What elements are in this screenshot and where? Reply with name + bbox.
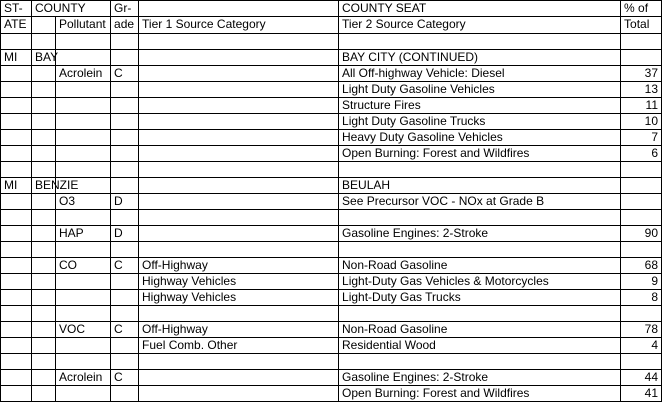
pollutant-cell — [56, 146, 111, 162]
table-row — [1, 226, 662, 242]
tier1-cell — [139, 226, 339, 242]
county-cell — [32, 82, 56, 98]
pollutant-cell — [56, 114, 111, 130]
state-cell — [1, 146, 32, 162]
tier1-cell — [139, 34, 339, 50]
pollutant-cell: VOC — [56, 322, 111, 338]
tier1-cell: Highway Vehicles — [139, 290, 339, 306]
tier2-cell — [339, 242, 621, 258]
pollutant-cell — [56, 386, 111, 402]
table-row — [1, 66, 662, 82]
tier1-cell — [139, 66, 339, 82]
tier2-cell: Heavy Duty Gasoline Vehicles — [339, 130, 621, 146]
percent-cell: 44 — [621, 370, 662, 386]
tier1-cell: Fuel Comb. Other — [139, 338, 339, 354]
county-cell — [32, 386, 56, 402]
state-cell — [1, 258, 32, 274]
percent-cell — [621, 354, 662, 370]
county-cell — [32, 274, 56, 290]
tier2-cell: Gasoline Engines: 2-Stroke — [339, 226, 621, 242]
grade-cell — [111, 162, 139, 178]
percent-cell: 13 — [621, 82, 662, 98]
county-cell — [32, 226, 56, 242]
percent-cell: 11 — [621, 98, 662, 114]
tier1-cell — [139, 210, 339, 226]
tier1-cell — [139, 82, 339, 98]
tier2-cell: Light-Duty Gas Vehicles & Motorcycles — [339, 274, 621, 290]
state-cell: MI — [1, 178, 32, 194]
state-cell — [1, 290, 32, 306]
grade-cell: C — [111, 66, 139, 82]
state-cell — [1, 210, 32, 226]
state-cell — [1, 354, 32, 370]
grade-cell: D — [111, 226, 139, 242]
table-row — [1, 370, 662, 386]
header-state-top: ST- — [1, 1, 32, 17]
table-row — [1, 194, 662, 210]
header-tier2: Tier 2 Source Category — [339, 17, 621, 34]
table-row — [1, 354, 662, 370]
state-cell — [1, 162, 32, 178]
state-cell — [1, 386, 32, 402]
county-cell — [32, 162, 56, 178]
tier1-cell — [139, 242, 339, 258]
percent-cell: 6 — [621, 146, 662, 162]
header-row — [1, 17, 662, 34]
table-row — [1, 162, 662, 178]
state-cell — [1, 114, 32, 130]
tier1-cell — [139, 306, 339, 322]
grade-cell — [111, 50, 139, 66]
table-row — [1, 290, 662, 306]
state-cell — [1, 66, 32, 82]
tier2-cell: All Off-highway Vehicle: Diesel — [339, 66, 621, 82]
county-cell — [32, 258, 56, 274]
pollutant-cell: CO — [56, 258, 111, 274]
percent-cell — [621, 194, 662, 210]
table-row — [1, 98, 662, 114]
grade-cell: C — [111, 370, 139, 386]
grade-cell — [111, 98, 139, 114]
county-cell — [32, 322, 56, 338]
tier1-cell: Highway Vehicles — [139, 274, 339, 290]
grade-cell — [111, 178, 139, 194]
tier1-cell: Off-Highway — [139, 258, 339, 274]
tier1-cell — [139, 194, 339, 210]
percent-cell: 7 — [621, 130, 662, 146]
header-county: COUNTY — [32, 1, 111, 17]
tier1-cell — [139, 162, 339, 178]
tier2-cell: Light Duty Gasoline Trucks — [339, 114, 621, 130]
table-row — [1, 242, 662, 258]
table-row — [1, 258, 662, 274]
state-cell — [1, 274, 32, 290]
percent-cell — [621, 162, 662, 178]
county-cell — [32, 354, 56, 370]
table-row — [1, 386, 662, 402]
header-grade-bottom: ade — [111, 17, 139, 34]
table-row — [1, 130, 662, 146]
percent-cell — [621, 306, 662, 322]
pollutant-cell — [56, 274, 111, 290]
tier1-cell — [139, 370, 339, 386]
percent-cell — [621, 178, 662, 194]
state-cell — [1, 82, 32, 98]
table-row — [1, 146, 662, 162]
county-cell — [32, 338, 56, 354]
percent-cell: 37 — [621, 66, 662, 82]
grade-cell — [111, 290, 139, 306]
state-cell — [1, 370, 32, 386]
table-row — [1, 210, 662, 226]
pollutant-cell — [56, 130, 111, 146]
table-row — [1, 338, 662, 354]
pollutant-cell — [56, 290, 111, 306]
grade-cell: C — [111, 258, 139, 274]
grade-cell — [111, 146, 139, 162]
tier2-cell — [339, 34, 621, 50]
pollutant-cell — [56, 50, 111, 66]
table-row — [1, 82, 662, 98]
state-cell — [1, 226, 32, 242]
county-cell — [32, 98, 56, 114]
tier2-cell: Light-Duty Gas Trucks — [339, 290, 621, 306]
county-cell — [32, 114, 56, 130]
tier2-cell: Gasoline Engines: 2-Stroke — [339, 370, 621, 386]
pollutant-cell — [56, 98, 111, 114]
table-row — [1, 274, 662, 290]
percent-cell: 9 — [621, 274, 662, 290]
county-cell — [32, 370, 56, 386]
state-cell — [1, 130, 32, 146]
grade-cell — [111, 354, 139, 370]
grade-cell — [111, 82, 139, 98]
tier2-cell: Non-Road Gasoline — [339, 322, 621, 338]
pollutant-cell — [56, 354, 111, 370]
grade-cell — [111, 386, 139, 402]
percent-cell: 8 — [621, 290, 662, 306]
grade-cell: D — [111, 194, 139, 210]
pollutant-cell: O3 — [56, 194, 111, 210]
tier2-cell: See Precursor VOC - NOx at Grade B — [339, 194, 621, 210]
header-state-bottom: ATE — [1, 17, 32, 34]
county-cell — [32, 66, 56, 82]
grade-cell: C — [111, 322, 139, 338]
state-cell: MI — [1, 50, 32, 66]
pollutant-cell: Acrolein — [56, 370, 111, 386]
pollutant-cell — [56, 242, 111, 258]
table-row — [1, 322, 662, 338]
tier1-cell — [139, 98, 339, 114]
tier2-cell: Light Duty Gasoline Vehicles — [339, 82, 621, 98]
table-body — [1, 1, 662, 402]
county-cell: BENZIE — [32, 178, 56, 194]
percent-cell: 90 — [621, 226, 662, 242]
county-cell — [32, 242, 56, 258]
grade-cell — [111, 114, 139, 130]
pollutant-cell: HAP — [56, 226, 111, 242]
grade-cell — [111, 130, 139, 146]
state-cell — [1, 194, 32, 210]
header-county-seat: COUNTY SEAT — [339, 1, 621, 17]
tier2-cell — [339, 354, 621, 370]
tier2-cell: Structure Fires — [339, 98, 621, 114]
percent-cell — [621, 50, 662, 66]
pollutant-cell: Acrolein — [56, 66, 111, 82]
tier1-cell — [139, 178, 339, 194]
county-cell — [32, 306, 56, 322]
county-cell — [32, 130, 56, 146]
tier2-cell: Open Burning: Forest and Wildfires — [339, 146, 621, 162]
grade-cell — [111, 306, 139, 322]
header-grade-top: Gr- — [111, 1, 139, 17]
percent-cell — [621, 242, 662, 258]
percent-cell: 4 — [621, 338, 662, 354]
tier1-cell — [139, 146, 339, 162]
state-cell — [1, 338, 32, 354]
header-tier1: Tier 1 Source Category — [139, 17, 339, 34]
table-row — [1, 114, 662, 130]
county-cell — [32, 34, 56, 50]
tier1-cell — [139, 114, 339, 130]
county-cell — [32, 290, 56, 306]
percent-cell: 10 — [621, 114, 662, 130]
tier1-cell: Off-Highway — [139, 322, 339, 338]
tier2-cell: BEULAH — [339, 178, 621, 194]
percent-cell: 68 — [621, 258, 662, 274]
state-cell — [1, 98, 32, 114]
tier2-cell — [339, 210, 621, 226]
county-cell — [32, 210, 56, 226]
state-cell — [1, 242, 32, 258]
header-tier1-top — [139, 1, 339, 17]
tier1-cell — [139, 354, 339, 370]
table-row — [1, 178, 662, 194]
tier1-cell — [139, 386, 339, 402]
pollutant-cell — [56, 210, 111, 226]
grade-cell — [111, 34, 139, 50]
header-percent-top: % of — [621, 1, 662, 17]
tier1-cell — [139, 50, 339, 66]
tier2-cell: Open Burning: Forest and Wildfires — [339, 386, 621, 402]
pollutant-cell — [56, 34, 111, 50]
grade-cell — [111, 210, 139, 226]
county-cell — [32, 194, 56, 210]
tier2-cell: Residential Wood — [339, 338, 621, 354]
table-row — [1, 50, 662, 66]
state-cell — [1, 306, 32, 322]
tier2-cell — [339, 162, 621, 178]
table-row — [1, 306, 662, 322]
pollutant-cell — [56, 338, 111, 354]
county-cell: BAY — [32, 50, 56, 66]
grade-cell — [111, 274, 139, 290]
percent-cell — [621, 210, 662, 226]
state-cell — [1, 322, 32, 338]
percent-cell: 41 — [621, 386, 662, 402]
header-percent-total: Total — [621, 17, 662, 34]
table-row — [1, 34, 662, 50]
pollutant-cell — [56, 306, 111, 322]
percent-cell — [621, 34, 662, 50]
grade-cell — [111, 338, 139, 354]
grade-cell — [111, 242, 139, 258]
county-cell — [32, 146, 56, 162]
tier2-cell: BAY CITY (CONTINUED) — [339, 50, 621, 66]
header-row — [1, 1, 662, 17]
header-pollutant: Pollutant — [56, 17, 111, 34]
pollutant-cell — [56, 162, 111, 178]
state-cell — [1, 34, 32, 50]
tier2-cell: Non-Road Gasoline — [339, 258, 621, 274]
tier2-cell — [339, 306, 621, 322]
tier1-cell — [139, 130, 339, 146]
pollutant-cell — [56, 82, 111, 98]
header-county-blank — [32, 17, 56, 34]
percent-cell: 78 — [621, 322, 662, 338]
